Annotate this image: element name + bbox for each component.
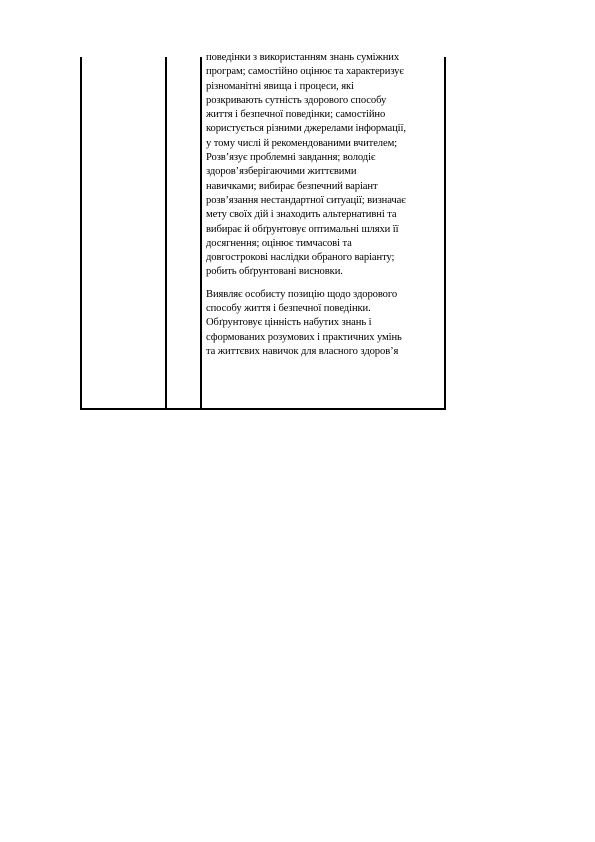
description-cell: [206, 51, 441, 359]
paragraph-1: [206, 51, 441, 280]
column-divider: [200, 57, 202, 408]
text-line: розкривають сутність здорового способу: [206, 94, 387, 106]
text-line: поведінки з використанням знань суміжних: [206, 52, 400, 63]
text-line: способу життя і безпечної поведінки.: [206, 303, 371, 315]
text-line: вибирає й обґрунтовує оптимальні шляхи її: [206, 223, 399, 235]
text-line: Виявляє особисту позицію щодо здорового: [206, 288, 398, 300]
text-line: робить обґрунтовані висновки.: [206, 266, 343, 278]
text-line: користується різними джерелами інформації,: [206, 123, 406, 135]
text-line: програм; самостійно оцінює та характеризує: [206, 66, 404, 78]
text-line: мету своїх дій і знаходить альтернативні та: [206, 209, 397, 221]
text-line: довгострокові наслідки обраного варіанту;: [206, 252, 395, 264]
text-line: здоров’язберігаючими життєвими: [206, 166, 357, 178]
text-line: навичками; вибирає безпечний варіант: [206, 180, 378, 192]
column-divider: [165, 57, 167, 408]
text-line: досягнення; оцінює тимчасові та: [206, 237, 352, 249]
text-line: Розв’язує проблемні завдання; володіє: [206, 152, 376, 164]
paragraph-2: [206, 288, 441, 359]
text-line: у тому числі й рекомендованими вчителем;: [206, 137, 398, 149]
text-line: різноманітні явища і процеси, які: [206, 80, 354, 92]
table: [80, 52, 446, 410]
text-line: розв’язання нестандартної ситуації; визначає: [206, 194, 406, 206]
text-line: сформованих розумових і практичних умінь: [206, 331, 402, 343]
text-line: Обґрунтовує цінність набутих знань і: [206, 317, 372, 329]
text-line: життя і безпечної поведінки; самостійно: [206, 109, 386, 121]
text-line: та життєвих навичок для власного здоров’я: [206, 345, 399, 357]
